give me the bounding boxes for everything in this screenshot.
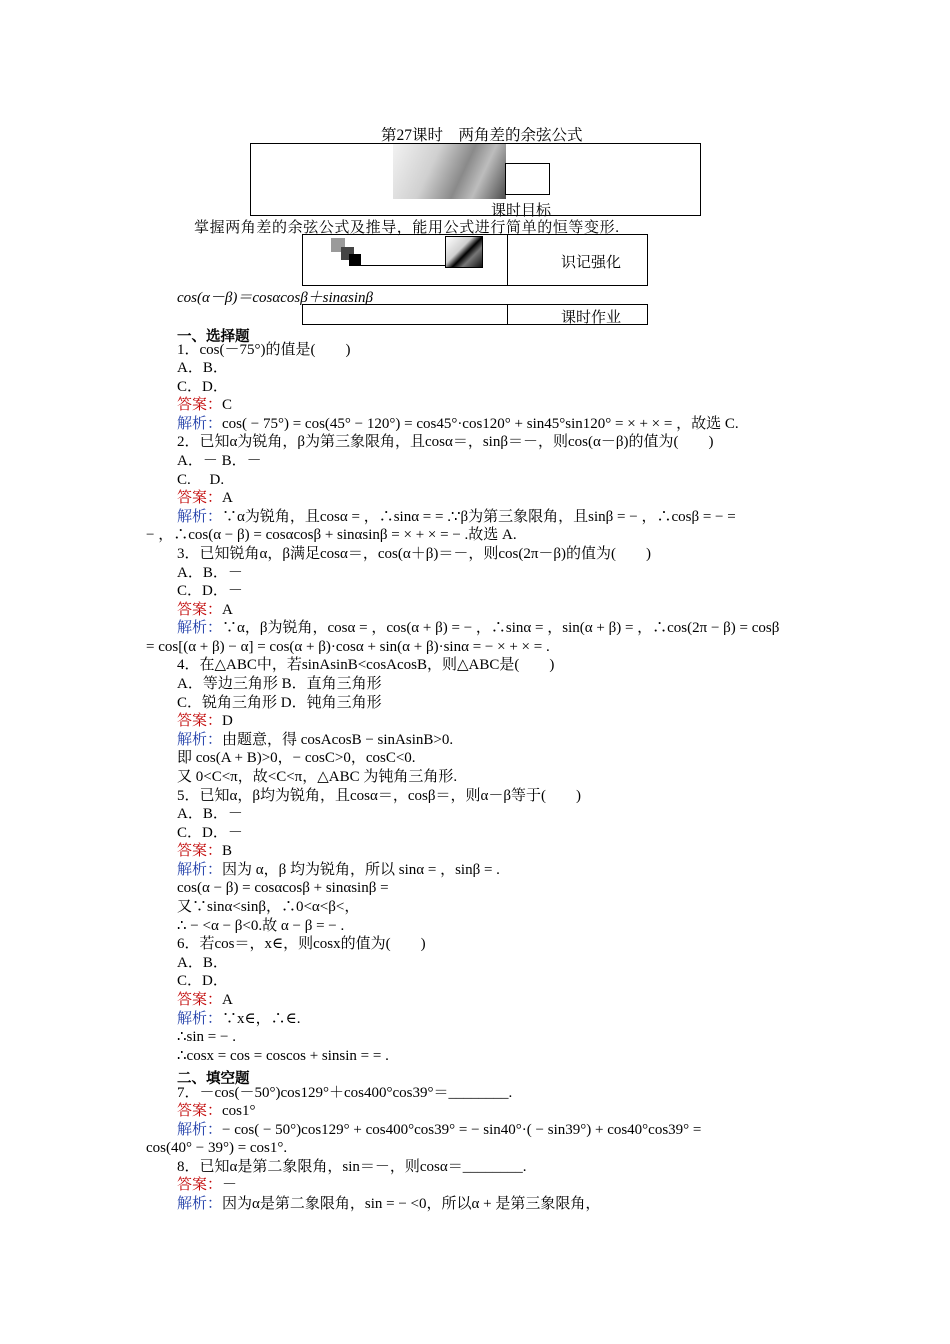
line-text: 8．已知α是第二象限角，sin＝－，则cosα＝________. [177, 1159, 527, 1175]
analysis-line [177, 1195, 600, 1214]
analysis-label: 解析： [177, 862, 223, 878]
text-line [177, 564, 243, 583]
banner-decoration-image [393, 144, 506, 199]
line-text: C．D． [177, 379, 228, 395]
line-text: A．B．－ [177, 565, 243, 581]
goal-text: 掌握两角差的余弦公式及推导，能用公式进行简单的恒等变形. [194, 220, 620, 236]
line-text: 1．cos(－75°)的值是( ) [177, 342, 351, 358]
banner-small-frame [505, 163, 550, 195]
homework-banner-box [302, 304, 648, 325]
section-multiple-choice: 一、选择题 [177, 329, 250, 345]
memory-banner-box [302, 234, 648, 286]
text-line [177, 471, 224, 490]
text-line [177, 917, 344, 936]
text-line [177, 341, 350, 360]
answer-line [177, 991, 233, 1010]
text-line [177, 378, 228, 397]
text-line [177, 805, 243, 824]
goal-banner-box [250, 143, 701, 219]
line-text: D [222, 713, 233, 729]
answer-line [177, 842, 232, 861]
text-line [177, 768, 457, 787]
analysis-line [177, 1010, 300, 1029]
section-fill-blank: 二、填空题 [177, 1071, 250, 1087]
answer-line [177, 396, 232, 415]
text-line [177, 787, 581, 806]
line-text: 由题意，得 cosAcosB − sinAsinB>0. [222, 732, 454, 748]
text-line [177, 879, 389, 898]
line-text: ∵α为锐角，且cosα = ，∴sinα = = .∵β为第三象限角，且sinβ = − ，∴cosβ = − = [222, 509, 736, 525]
text-line [177, 1047, 389, 1066]
line-text: 因为 α，β 均为锐角，所以 sinα = ，sinβ = . [222, 862, 500, 878]
text-line [177, 694, 382, 713]
text-line [177, 656, 554, 675]
answer-line [177, 1176, 237, 1195]
line-text: A．等边三角形 B．直角三角形 [177, 676, 382, 692]
answer-label: 答案： [177, 843, 223, 859]
analysis-label: 解析： [177, 732, 223, 748]
line-text: ∴sin = − . [177, 1029, 236, 1045]
line-text: C．D． [177, 973, 228, 989]
line-text: C．D．－ [177, 825, 243, 841]
line-text: cos(α − β) = cosαcosβ + sinαsinβ = [177, 880, 389, 896]
answer-line [177, 601, 233, 620]
line-text: 又∵sinα<sinβ，∴0<α<β<， [177, 899, 360, 915]
analysis-label: 解析： [177, 1196, 223, 1212]
text-line [177, 972, 228, 991]
line-text: 又 0<C<π，故<C<π，△ABC 为钝角三角形. [177, 769, 458, 785]
line-text: A．B． [177, 360, 228, 376]
text-line [177, 898, 359, 917]
line-text: cos( − 75°) = cos(45° − 120°) = cos45°·cos120° + sin45°sin120° = × + × = ，故选 C. [222, 416, 739, 432]
line-text: − ，∴cos(α − β) = cosαcosβ + sinαsinβ = × + × = − .故选 A. [146, 527, 517, 543]
analysis-line [177, 619, 779, 638]
line-text: ∴cosx = cos = coscos + sinsin = = . [177, 1048, 389, 1064]
text-line [177, 824, 243, 843]
line-text: cos1° [222, 1103, 256, 1119]
memory-decoration-image [445, 236, 483, 268]
text-line [177, 749, 416, 768]
text-line [177, 359, 228, 378]
answer-label: 答案： [177, 490, 223, 506]
analysis-line [177, 1121, 701, 1140]
line-text: A [222, 490, 233, 506]
text-line [177, 675, 382, 694]
answer-label: 答案： [177, 1103, 223, 1119]
text-line [177, 433, 713, 452]
line-text: 因为α是第二象限角，sin = − <0，所以α + 是第三象限角， [222, 1196, 601, 1212]
answer-label: 答案： [177, 602, 223, 618]
line-text: = cos[(α + β) − α] = cos(α + β)·cosα + sin(α + β)·sinα = − × + × = . [146, 639, 550, 655]
text-line [146, 638, 550, 657]
analysis-line [177, 861, 500, 880]
analysis-line [177, 508, 736, 527]
text-line [177, 954, 228, 973]
line-text: C．D．－ [177, 583, 243, 599]
line-text: cos(40° − 39°) = cos1°. [146, 1140, 288, 1156]
line-text: 7．－cos(－50°)cos129°＋cos400°cos39°＝________. [177, 1085, 513, 1101]
analysis-line [177, 731, 453, 750]
text-line [146, 1139, 287, 1158]
analysis-line [177, 415, 739, 434]
line-text: A．B． [177, 955, 228, 971]
line-text: C．锐角三角形 D．钝角三角形 [177, 695, 382, 711]
homework-banner-left-cell [303, 305, 508, 324]
line-text: A．－ B．－ [177, 453, 262, 469]
text-line [177, 452, 262, 471]
text-line [177, 582, 243, 601]
text-line [177, 1158, 526, 1177]
formula-line: cos(α－β)＝cosαcosβ＋sinαsinβ [177, 290, 374, 306]
analysis-label: 解析： [177, 509, 223, 525]
goal-banner-label: 课时目标 [491, 202, 552, 219]
answer-label: 答案： [177, 1177, 223, 1193]
text-line [177, 1084, 512, 1103]
line-text: 2．已知α为锐角，β为第三象限角，且cosα＝，sinβ＝－，则cos(α－β)的值为( ) [177, 434, 714, 450]
line-text: B [222, 843, 233, 859]
line-text: 5．已知α，β均为锐角，且cosα＝，cosβ＝，则α－β等于( ) [177, 788, 581, 804]
answer-line [177, 1102, 256, 1121]
line-text: A [222, 992, 233, 1008]
line-text: A [222, 602, 233, 618]
line-text: 3．已知锐角α，β满足cosα＝，cos(α＋β)＝－，则cos(2π－β)的值为( ) [177, 546, 652, 562]
page-title: 第27课时 两角差的余弦公式 [381, 127, 583, 144]
answer-line [177, 712, 233, 731]
analysis-label: 解析： [177, 1122, 223, 1138]
analysis-label: 解析： [177, 416, 223, 432]
line-text: － [222, 1177, 238, 1193]
line-text: 6．若cos＝，x∈，则cosx的值为( ) [177, 936, 426, 952]
line-text: − cos( − 50°)cos129° + cos400°cos39° = − sin40°·( − sin39°) + cos40°cos39° = [222, 1122, 702, 1138]
text-line [177, 935, 426, 954]
homework-banner-label: 课时作业 [561, 309, 622, 326]
line-text: A．B．－ [177, 806, 243, 822]
analysis-label: 解析： [177, 620, 223, 636]
text-line [146, 526, 517, 545]
memory-banner-label: 识记强化 [561, 254, 622, 271]
line-text: ∵x∈，∴∈. [222, 1011, 301, 1027]
line-text: ∴ − <α − β<0.故 α − β = − . [177, 918, 345, 934]
line-text: ∵α，β为锐角，cosα = ，cos(α + β) = − ，∴sinα = ，sin(α + β) = ，∴cos(2π − β) = cosβ [222, 620, 780, 636]
line-text: 即 cos(A + B)>0，− cosC>0，cosC<0. [177, 750, 416, 766]
answer-line [177, 489, 233, 508]
line-text: C [222, 397, 233, 413]
answer-label: 答案： [177, 397, 223, 413]
text-line [177, 1028, 236, 1047]
memory-decoration-squares [331, 238, 363, 266]
text-line [177, 545, 651, 564]
line-text: 4．在△ABC中，若sinAsinB<cosAcosB，则△ABC是( ) [177, 657, 555, 673]
analysis-label: 解析： [177, 1011, 223, 1027]
line-text: C. D. [177, 472, 225, 488]
answer-label: 答案： [177, 713, 223, 729]
answer-label: 答案： [177, 992, 223, 1008]
memory-decoration-line [359, 265, 445, 266]
